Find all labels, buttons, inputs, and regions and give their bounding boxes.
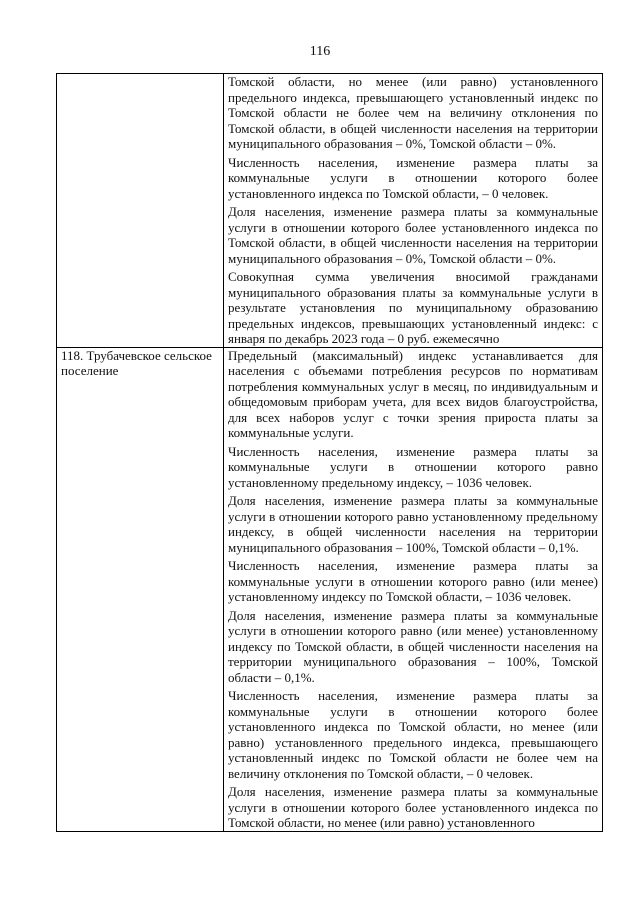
paragraph: Численность населения, изменение размера платы за коммунальные услуги в отношении которого равно (или менее) установленному индексу по Томской области, – 1036 человек.: [228, 558, 598, 604]
paragraph: Численность населения, изменение размера платы за коммунальные услуги в отношении которого равно установленному предельному индексу, – 1036 человек.: [228, 443, 598, 490]
paragraph: Доля населения, изменение размера платы за коммунальные услуги в отношении которого более установленного индекса по Томской области, в общей численности населения на территории муниципального образования – 0%, Томской области – 0%.: [228, 204, 598, 266]
paragraph: Численность населения, изменение размера платы за коммунальные услуги в отношении которого более установленного индекса по Томской области, – 0 человек.: [228, 154, 598, 201]
page-number: 116: [309, 44, 331, 59]
paragraph: Численность населения, изменение размера платы за коммунальные услуги в отношении которого более установленного индекса по Томской области, но менее (или равно) установленного предельного индекса, превышающего установленный индекс по Томской области не более чем на величину отклонения по Томской области, – 0 человек.: [228, 688, 598, 781]
table-row: [57, 347, 603, 831]
municipality-cell: 118. Трубачевское сельское поселение: [57, 347, 224, 831]
description-cell: [224, 74, 603, 348]
paragraph: Доля населения, изменение размера платы за коммунальные услуги в отношении которого более установленного индекса по Томской области, но менее (или равно) установленного: [228, 784, 598, 830]
municipality-cell: [57, 74, 224, 348]
table-row: [57, 74, 603, 348]
index-table: [56, 73, 603, 832]
paragraph: Предельный (максимальный) индекс устанавливается для населения с объемами потребления ресурсов по нормативам потребления коммунальных услуг в месяц, по индивидуальным и общедомовым приборам учета, для всех видов благоустройства, для всех наборов услуг с точки зрения прироста платы за коммунальные услуги.: [228, 347, 598, 440]
paragraph: Доля населения, изменение размера платы за коммунальные услуги в отношении которого равно установленному предельному индексу, в общей численности населения на территории муниципального образования – 100%, Томской области – 0,1%.: [228, 493, 598, 555]
paragraph: Доля населения, изменение размера платы за коммунальные услуги в отношении которого равно (или менее) установленному индексу по Томской области, в общей численности населения на территории муниципального образования – 100%, Томской области – 0,1%.: [228, 607, 598, 685]
description-cell: [224, 347, 603, 831]
paragraph: Совокупная сумма увеличения вносимой гражданами муниципального образования платы за коммунальные услуги в результате установления по муниципальному образованию предельных индексов, превышающих установленный индекс: с января по декабрь 2023 года – 0 руб. ежемесячно: [228, 269, 598, 346]
paragraph: Томской области, но менее (или равно) установленного предельного индекса, превышающего установленный индекс по Томской области не более чем на величину отклонения по Томской области, в общей численности населения на территории муниципального образования – 0%, Томской области – 0%.: [228, 74, 598, 151]
